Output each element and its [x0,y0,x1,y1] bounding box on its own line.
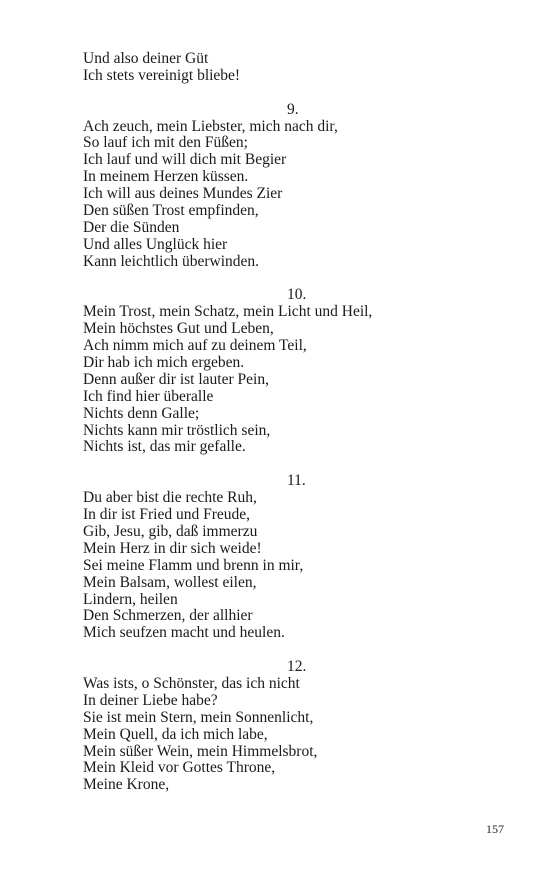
verse-line: Den süßen Trost empfinden, [83,202,259,220]
verse-line: Nichts denn Galle; [83,404,200,422]
verse-line: Und also deiner Güt [83,50,209,67]
verse-line: Mein höchstes Gut und Leben, [83,320,274,338]
stanza-number: 10. [287,286,307,304]
verse-line: Kann leichtlich überwinden. [83,252,260,270]
stanza-11 [83,473,503,642]
poem-body [83,51,503,794]
verse-line: Ach zeuch, mein Liebster, mich nach dir, [83,117,338,135]
verse-line: Den Schmerzen, der allhier [83,607,253,625]
stanza-10 [83,287,503,456]
verse-line: Ach nimm mich auf zu deinem Teil, [83,337,307,355]
verse-line: Mein Quell, da ich mich labe, [83,725,268,743]
verse-line: Nichts ist, das mir gefalle. [83,438,246,456]
verse-line: Meine Krone, [83,776,170,794]
verse-line: In meinem Herzen küssen. [83,168,249,186]
verse-line: Ich stets vereinigt bliebe! [83,66,241,84]
verse-line: Dir hab ich mich ergeben. [83,354,245,372]
stanza-number: 12. [287,658,307,676]
verse-line: Was ists, o Schönster, das ich nicht [83,674,300,692]
verse-line: Lindern, heilen [83,590,178,608]
verse-line: Du aber bist die rechte Ruh, [83,489,257,507]
verse-line: So lauf ich mit den Füßen; [83,134,248,152]
verse-line: Nichts kann mir tröstlich sein, [83,421,271,439]
stanza-number: 9. [287,100,299,118]
intro-lines [83,51,503,85]
verse-line: Ich will aus deines Mundes Zier [83,185,283,203]
verse-line: Ich find hier überalle [83,387,214,405]
verse-line: Mein Kleid vor Gottes Throne, [83,759,276,777]
verse-line: Mein süßer Wein, mein Himmelsbrot, [83,742,318,760]
verse-line: Und alles Unglück hier [83,235,228,253]
verse-line: In deiner Liebe habe? [83,691,218,709]
verse-line: Sei meine Flamm und brenn in mir, [83,556,304,574]
verse-line: Gib, Jesu, gib, daß immerzu [83,522,258,540]
verse-line: Mein Trost, mein Schatz, mein Licht und Heil, [83,303,373,321]
stanza-number: 11. [287,472,306,490]
verse-line: Mich seufzen macht und heulen. [83,624,285,642]
verse-line: Mein Herz in dir sich weide! [83,539,262,557]
verse-line: Ich lauf und will dich mit Begier [83,151,287,169]
verse-line: Mein Balsam, wollest eilen, [83,573,257,591]
verse-line: Denn außer dir ist lauter Pein, [83,370,269,388]
verse-line: Sie ist mein Stern, mein Sonnenlicht, [83,708,314,726]
stanza-12 [83,659,503,794]
stanza-9 [83,102,503,271]
verse-line: Der die Sünden [83,218,180,236]
page-number: 157 [486,822,504,836]
verse-line: In dir ist Fried und Freude, [83,506,251,524]
